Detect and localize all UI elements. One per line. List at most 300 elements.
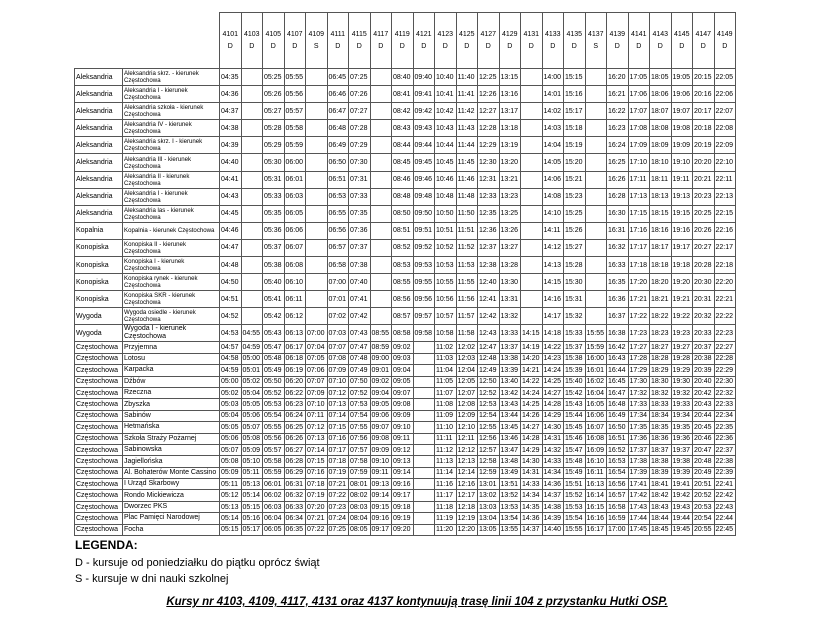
departure-time: 20:30	[693, 274, 715, 291]
departure-time: 16:42	[607, 342, 629, 353]
departure-time: 17:45	[628, 524, 650, 535]
departure-time: 16:09	[585, 444, 607, 455]
departure-time: 11:45	[456, 154, 478, 171]
departure-time: 05:47	[263, 342, 285, 353]
departure-time: 14:12	[542, 239, 564, 256]
departure-time: 19:07	[671, 103, 693, 120]
departure-time: 14:36	[542, 479, 564, 490]
departure-time: 20:21	[693, 171, 715, 188]
departure-time: 07:50	[349, 376, 371, 387]
departure-time: 15:19	[564, 137, 586, 154]
stop-row	[75, 103, 736, 120]
departure-time: 09:56	[413, 291, 435, 308]
departure-time: 19:36	[671, 433, 693, 444]
course-header	[585, 13, 607, 69]
departure-time: 11:19	[435, 513, 457, 524]
departure-time: 12:31	[478, 171, 500, 188]
departure-time: 18:09	[650, 137, 672, 154]
departure-time: 07:10	[327, 376, 349, 387]
departure-time: 12:42	[478, 308, 500, 325]
departure-time: 14:28	[521, 433, 543, 444]
departure-time	[306, 86, 328, 103]
town-name: Częstochowa	[75, 433, 123, 444]
departure-time: 22:08	[714, 120, 736, 137]
course-header	[327, 13, 349, 69]
departure-time: 16:49	[607, 410, 629, 421]
departure-time: 17:44	[628, 513, 650, 524]
departure-time: 05:55	[263, 422, 285, 433]
departure-time: 09:04	[370, 387, 392, 398]
departure-time: 17:23	[628, 325, 650, 342]
stop-name: Konopiska rynek - kierunek Częstochowa	[123, 274, 220, 291]
departure-time: 06:10	[284, 274, 306, 291]
departure-time: 10:58	[435, 325, 457, 342]
departure-time: 18:17	[650, 239, 672, 256]
departure-time: 17:08	[628, 120, 650, 137]
departure-time	[306, 154, 328, 171]
course-header	[220, 13, 242, 69]
departure-time	[241, 154, 263, 171]
departure-time: 22:11	[714, 171, 736, 188]
course-header	[306, 13, 328, 69]
departure-time	[521, 69, 543, 86]
departure-time: 06:49	[327, 137, 349, 154]
departure-time: 22:45	[714, 524, 736, 535]
departure-time: 12:35	[478, 205, 500, 222]
departure-time: 18:27	[650, 342, 672, 353]
departure-time: 13:46	[499, 433, 521, 444]
course-number: 4119	[394, 30, 410, 38]
stop-row	[75, 257, 736, 274]
departure-time: 07:15	[306, 456, 328, 467]
departure-time: 19:42	[671, 490, 693, 501]
departure-time: 05:01	[241, 365, 263, 376]
course-type: D	[421, 42, 427, 50]
departure-time	[413, 444, 435, 455]
departure-time	[370, 257, 392, 274]
departure-time: 13:32	[499, 308, 521, 325]
departure-time: 10:51	[435, 222, 457, 239]
departure-time: 06:02	[263, 490, 285, 501]
departure-time: 17:43	[628, 501, 650, 512]
stop-row	[75, 291, 736, 308]
departure-time: 09:07	[370, 422, 392, 433]
departure-time: 22:16	[714, 222, 736, 239]
departure-time: 22:07	[714, 103, 736, 120]
departure-time	[241, 171, 263, 188]
departure-time: 17:36	[628, 433, 650, 444]
departure-time: 16:44	[607, 365, 629, 376]
course-header	[628, 13, 650, 69]
departure-time: 04:50	[220, 274, 242, 291]
departure-time: 05:08	[220, 456, 242, 467]
departure-time: 17:32	[628, 387, 650, 398]
departure-time	[306, 137, 328, 154]
departure-time: 12:07	[456, 387, 478, 398]
departure-time: 12:26	[478, 86, 500, 103]
departure-time: 13:38	[499, 353, 521, 364]
departure-time	[521, 274, 543, 291]
departure-time: 18:30	[650, 376, 672, 387]
departure-time: 05:00	[220, 376, 242, 387]
departure-time: 08:46	[392, 171, 414, 188]
departure-time: 15:42	[564, 387, 586, 398]
departure-time: 18:42	[650, 490, 672, 501]
departure-time: 18:35	[650, 422, 672, 433]
departure-time: 15:59	[585, 342, 607, 353]
town-name: Częstochowa	[75, 501, 123, 512]
departure-time: 13:48	[499, 456, 521, 467]
departure-time: 20:20	[693, 154, 715, 171]
departure-time: 06:12	[284, 308, 306, 325]
town-name: Aleksandria	[75, 103, 123, 120]
departure-time: 16:07	[585, 422, 607, 433]
departure-time: 06:25	[284, 422, 306, 433]
departure-time: 14:28	[542, 399, 564, 410]
departure-time: 05:42	[263, 308, 285, 325]
departure-time: 06:03	[263, 501, 285, 512]
departure-time	[241, 103, 263, 120]
departure-time: 19:38	[671, 456, 693, 467]
stop-name: Konopiska SKR - kierunek Częstochowa	[123, 291, 220, 308]
departure-time: 14:30	[521, 456, 543, 467]
departure-time: 16:20	[607, 69, 629, 86]
departure-time: 16:57	[607, 490, 629, 501]
departure-time: 12:14	[456, 467, 478, 478]
departure-time: 04:36	[220, 86, 242, 103]
departure-time: 07:41	[349, 291, 371, 308]
departure-time: 06:05	[284, 205, 306, 222]
departure-time: 07:02	[327, 308, 349, 325]
stop-row	[75, 205, 736, 222]
departure-time: 07:47	[349, 342, 371, 353]
route-note: Kursy nr 4103, 4109, 4117, 4131 oraz 4137 kontynuują trasę linii 104 z przystanku Hutki OSP.	[166, 596, 668, 608]
departure-time: 08:02	[349, 490, 371, 501]
departure-time: 22:13	[714, 188, 736, 205]
departure-time: 16:36	[607, 291, 629, 308]
departure-time: 09:10	[392, 422, 414, 433]
departure-time	[585, 86, 607, 103]
departure-time: 15:40	[564, 376, 586, 387]
departure-time: 06:53	[327, 188, 349, 205]
departure-time: 10:41	[435, 86, 457, 103]
departure-time: 12:30	[478, 154, 500, 171]
departure-time: 08:55	[370, 325, 392, 342]
departure-time: 06:32	[284, 490, 306, 501]
stop-name: Aleksandria I - kierunek Częstochowa	[123, 86, 220, 103]
departure-time: 22:20	[714, 274, 736, 291]
course-type: D	[528, 42, 534, 50]
departure-time: 09:07	[392, 387, 414, 398]
departure-time: 09:53	[413, 257, 435, 274]
course-header	[349, 13, 371, 69]
departure-time: 15:45	[564, 422, 586, 433]
departure-time	[521, 120, 543, 137]
departure-time: 19:21	[671, 291, 693, 308]
departure-time: 18:18	[650, 257, 672, 274]
departure-time: 18:32	[650, 387, 672, 398]
departure-time: 15:55	[585, 325, 607, 342]
departure-time: 05:43	[263, 325, 285, 342]
departure-time	[521, 291, 543, 308]
departure-time: 07:12	[306, 422, 328, 433]
departure-time: 05:04	[220, 410, 242, 421]
legend-school: S - kursuje w dni nauki szkolnej	[75, 573, 229, 585]
stop-row	[75, 325, 736, 342]
departure-time: 06:28	[284, 456, 306, 467]
departure-time: 17:28	[628, 353, 650, 364]
stop-row	[75, 501, 736, 512]
course-header	[241, 13, 263, 69]
departure-time: 11:16	[435, 479, 457, 490]
departure-time: 14:38	[542, 501, 564, 512]
departure-time	[306, 257, 328, 274]
departure-time	[585, 188, 607, 205]
departure-time: 11:40	[456, 69, 478, 86]
course-number: 4131	[523, 30, 540, 38]
town-name: Częstochowa	[75, 376, 123, 387]
town-name: Częstochowa	[75, 399, 123, 410]
departure-time: 05:58	[263, 456, 285, 467]
departure-time	[585, 171, 607, 188]
departure-time: 11:41	[456, 86, 478, 103]
departure-time	[413, 524, 435, 535]
departure-time: 07:09	[306, 387, 328, 398]
departure-time: 06:51	[327, 171, 349, 188]
departure-time: 15:27	[564, 239, 586, 256]
town-name: Częstochowa	[75, 467, 123, 478]
course-number: 4121	[415, 30, 432, 38]
departure-time: 09:08	[392, 399, 414, 410]
departure-time	[241, 257, 263, 274]
departure-time: 07:25	[349, 69, 371, 86]
departure-time: 15:51	[564, 479, 586, 490]
departure-time: 05:50	[263, 376, 285, 387]
departure-time: 19:29	[671, 365, 693, 376]
departure-time: 14:33	[521, 479, 543, 490]
departure-time: 13:39	[499, 365, 521, 376]
departure-time	[521, 222, 543, 239]
departure-time: 07:33	[349, 188, 371, 205]
departure-time: 14:02	[542, 103, 564, 120]
departure-time: 05:09	[220, 467, 242, 478]
departure-time: 06:23	[284, 399, 306, 410]
departure-time: 13:01	[478, 479, 500, 490]
departure-time: 18:36	[650, 433, 672, 444]
course-header	[693, 13, 715, 69]
town-name: Aleksandria	[75, 120, 123, 137]
departure-time: 20:44	[693, 410, 715, 421]
departure-time: 22:44	[714, 513, 736, 524]
departure-time: 22:38	[714, 456, 736, 467]
departure-time: 15:37	[564, 342, 586, 353]
departure-time: 05:31	[263, 171, 285, 188]
departure-time: 18:08	[650, 120, 672, 137]
departure-time	[585, 103, 607, 120]
course-header	[564, 13, 586, 69]
departure-time: 08:41	[392, 86, 414, 103]
departure-time: 14:31	[521, 467, 543, 478]
departure-time: 13:02	[478, 490, 500, 501]
course-number: 4129	[501, 30, 518, 38]
departure-time: 05:16	[241, 513, 263, 524]
departure-time	[370, 154, 392, 171]
departure-time: 12:59	[478, 467, 500, 478]
departure-time: 06:48	[327, 120, 349, 137]
departure-time	[306, 120, 328, 137]
departure-time: 15:21	[564, 171, 586, 188]
departure-time: 16:04	[585, 387, 607, 398]
stop-row	[75, 137, 736, 154]
departure-time: 08:52	[392, 239, 414, 256]
departure-time	[413, 410, 435, 421]
departure-time: 07:22	[327, 490, 349, 501]
departure-time: 10:52	[435, 239, 457, 256]
departure-time: 17:09	[628, 137, 650, 154]
departure-time: 20:37	[693, 342, 715, 353]
town-name: Aleksandria	[75, 137, 123, 154]
departure-time: 22:23	[714, 325, 736, 342]
departure-time: 16:08	[585, 433, 607, 444]
town-name: Aleksandria	[75, 154, 123, 171]
departure-time: 15:15	[564, 69, 586, 86]
departure-time: 16:52	[607, 444, 629, 455]
departure-time: 06:18	[284, 353, 306, 364]
departure-time: 07:29	[349, 137, 371, 154]
departure-time: 04:59	[220, 365, 242, 376]
stop-row	[75, 433, 736, 444]
departure-time: 19:34	[671, 410, 693, 421]
departure-time	[585, 308, 607, 325]
departure-time: 08:57	[392, 308, 414, 325]
departure-time: 05:02	[241, 376, 263, 387]
departure-time: 14:34	[521, 490, 543, 501]
departure-time: 14:37	[542, 490, 564, 501]
departure-time: 13:28	[499, 257, 521, 274]
departure-time: 18:13	[650, 188, 672, 205]
departure-time	[370, 205, 392, 222]
departure-time: 16:26	[607, 171, 629, 188]
departure-time: 15:16	[564, 86, 586, 103]
stop-name: Plac Pamięci Narodowej	[123, 513, 220, 524]
departure-time: 05:37	[263, 239, 285, 256]
town-name: Kopalnia	[75, 222, 123, 239]
town-name: Częstochowa	[75, 456, 123, 467]
departure-time: 15:26	[564, 222, 586, 239]
departure-time: 07:01	[327, 291, 349, 308]
town-name: Częstochowa	[75, 479, 123, 490]
departure-time: 22:39	[714, 467, 736, 478]
departure-time: 05:13	[220, 501, 242, 512]
stop-row	[75, 444, 736, 455]
departure-time	[521, 257, 543, 274]
departure-time: 06:06	[284, 222, 306, 239]
departure-time: 09:02	[370, 376, 392, 387]
departure-time: 12:55	[478, 422, 500, 433]
departure-time: 14:34	[542, 467, 564, 478]
departure-time: 06:34	[284, 513, 306, 524]
departure-time: 14:35	[521, 501, 543, 512]
departure-time: 16:02	[585, 376, 607, 387]
departure-time: 16:51	[607, 433, 629, 444]
departure-time: 16:35	[607, 274, 629, 291]
departure-time: 06:45	[327, 69, 349, 86]
departure-time: 16:21	[607, 86, 629, 103]
course-type: D	[657, 42, 663, 50]
stop-name: Szkoła Straży Pożarnej	[123, 433, 220, 444]
departure-time: 16:16	[585, 513, 607, 524]
stop-name: Karpacka	[123, 365, 220, 376]
departure-time: 16:30	[607, 205, 629, 222]
departure-time: 07:26	[349, 86, 371, 103]
departure-time: 16:54	[607, 467, 629, 478]
stop-name: Aleksandria II - kierunek Częstochowa	[123, 171, 220, 188]
course-number: 4115	[351, 30, 367, 38]
stop-name: Aleksandria I - kierunek Częstochowa	[123, 188, 220, 205]
departure-time: 09:09	[370, 444, 392, 455]
departure-time: 13:15	[499, 69, 521, 86]
departure-time: 07:14	[327, 410, 349, 421]
departure-time: 07:14	[306, 444, 328, 455]
departure-time: 16:01	[585, 365, 607, 376]
course-number: 4105	[265, 30, 282, 38]
departure-time: 05:28	[263, 120, 285, 137]
departure-time	[521, 171, 543, 188]
departure-time: 06:56	[327, 222, 349, 239]
departure-time: 04:59	[241, 342, 263, 353]
departure-time: 08:53	[392, 257, 414, 274]
departure-time: 19:45	[671, 524, 693, 535]
departure-time: 14:24	[521, 387, 543, 398]
stop-name: Wygoda osiedle - kierunek Częstochowa	[123, 308, 220, 325]
departure-time: 13:16	[499, 86, 521, 103]
departure-time: 06:20	[284, 376, 306, 387]
departure-time: 20:26	[693, 222, 715, 239]
departure-time: 12:29	[478, 137, 500, 154]
departure-time: 12:40	[478, 274, 500, 291]
legend-title: LEGENDA:	[75, 538, 138, 552]
departure-time: 06:00	[284, 154, 306, 171]
departure-time: 14:33	[542, 456, 564, 467]
departure-time: 07:59	[349, 467, 371, 478]
departure-time: 14:23	[542, 353, 564, 364]
departure-time: 17:21	[628, 291, 650, 308]
departure-time: 09:13	[392, 456, 414, 467]
departure-time: 09:15	[370, 501, 392, 512]
departure-time: 07:16	[306, 467, 328, 478]
departure-time: 22:43	[714, 501, 736, 512]
departure-time	[413, 479, 435, 490]
course-number: 4139	[609, 30, 626, 38]
departure-time: 07:55	[349, 422, 371, 433]
course-type: D	[249, 42, 255, 50]
departure-time: 09:17	[392, 490, 414, 501]
departure-time: 07:06	[306, 365, 328, 376]
departure-time: 15:46	[564, 433, 586, 444]
departure-time: 14:15	[521, 325, 543, 342]
departure-time: 11:02	[435, 342, 457, 353]
departure-time: 19:23	[671, 325, 693, 342]
course-number: 4101	[222, 30, 239, 38]
departure-time: 18:23	[650, 325, 672, 342]
departure-time: 20:49	[693, 467, 715, 478]
departure-time: 14:27	[521, 422, 543, 433]
departure-time: 14:22	[542, 342, 564, 353]
departure-time: 05:59	[284, 137, 306, 154]
departure-time	[370, 86, 392, 103]
departure-time: 19:30	[671, 376, 693, 387]
departure-time: 09:05	[370, 399, 392, 410]
